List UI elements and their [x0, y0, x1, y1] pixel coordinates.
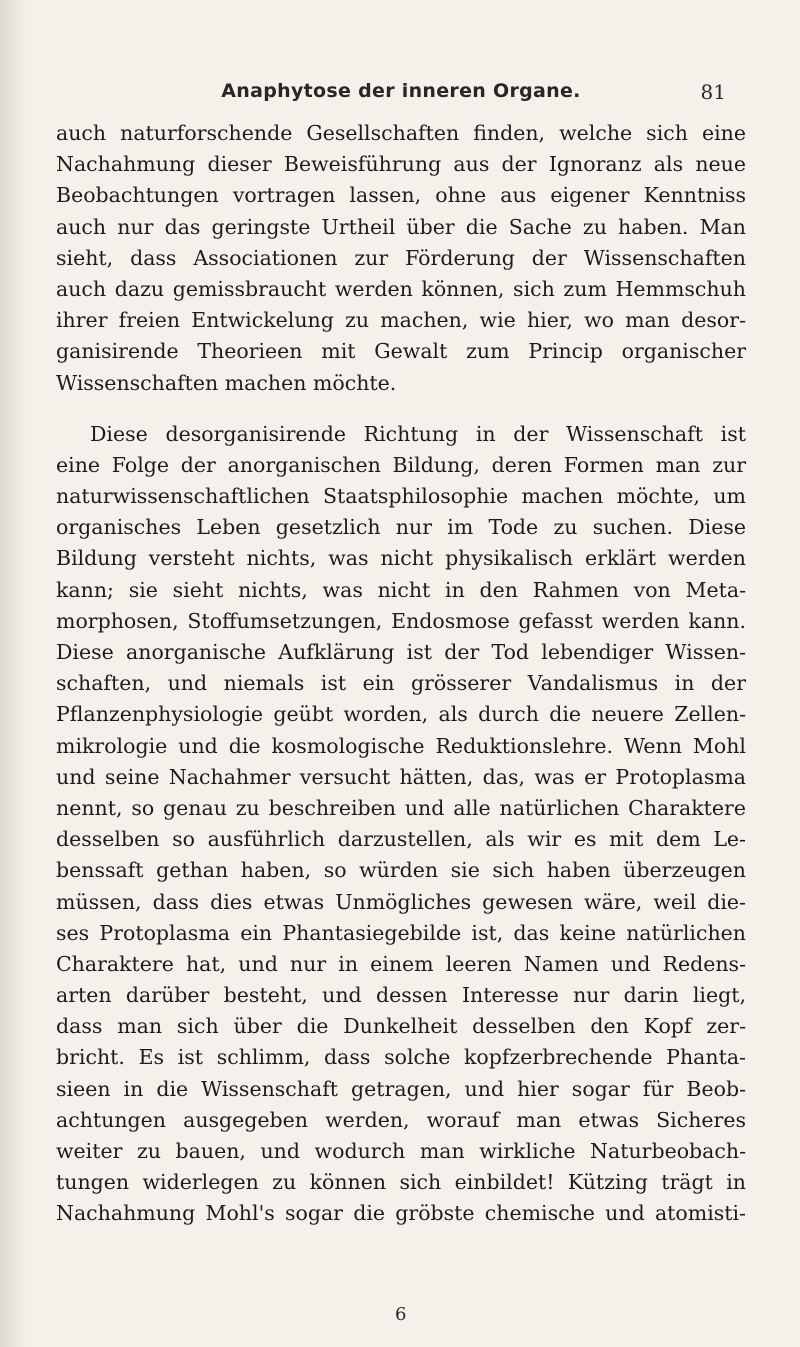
text-line: auch dazu gemissbraucht werden können, sich zum Hemmschuh	[56, 276, 746, 301]
text-line: sieen in die Wissenschaft getragen, und hier sogar für Beob-	[56, 1076, 746, 1101]
text-line: und seine Nachahmer versucht hätten, das, was er Protoplasma	[56, 764, 746, 789]
text-line: morphosen, Stoffumsetzungen, Endosmose gefasst werden kann.	[56, 608, 746, 633]
paragraph-gap	[56, 399, 746, 419]
text-line: Nachahmung dieser Beweisführung aus der Ignoranz als neue	[56, 152, 746, 177]
spine-shadow	[0, 0, 28, 1347]
text-line: auch nur das geringste Urtheil über die Sache zu haben. Man	[56, 214, 746, 239]
text-line: dass man sich über die Dunkelheit desselben den Kopf zer-	[56, 1014, 746, 1039]
text-line: Wissenschaften machen möchte.	[56, 370, 397, 395]
paragraph-2	[56, 419, 746, 1230]
text-line: schaften, und niemals ist ein grösserer Vandalismus in der	[56, 671, 746, 696]
text-line: Bildung versteht nichts, was nicht physikalisch erklärt werden	[56, 546, 746, 571]
text-line: mikrologie und die kosmologische Reduktionslehre. Wenn Mohl	[56, 733, 746, 758]
text-line: Charaktere hat, und nur in einem leeren Namen und Redens-	[56, 951, 746, 976]
page-number: 81	[700, 80, 726, 104]
body-text	[56, 118, 746, 1230]
text-line: ihrer freien Entwickelung zu machen, wie hier, wo man desor-	[56, 308, 746, 333]
text-line: kann; sie sieht nichts, was nicht in den Rahmen von Meta-	[56, 577, 746, 602]
text-line: arten darüber besteht, und dessen Interesse nur darin liegt,	[56, 983, 746, 1008]
text-line: desselben so ausführlich darzustellen, als wir es mit dem Le-	[56, 827, 746, 852]
paragraph-1	[56, 118, 746, 399]
text-line: organisches Leben gesetzlich nur im Tode zu suchen. Diese	[56, 515, 746, 540]
text-line: achtungen ausgegeben werden, worauf man etwas Sicheres	[56, 1107, 746, 1132]
text-line: naturwissenschaftlichen Staatsphilosophie machen möchte, um	[56, 484, 746, 509]
text-line: Nachahmung Mohl's sogar die gröbste chemische und atomisti-	[56, 1201, 746, 1226]
text-line: müssen, dass dies etwas Unmögliches gewesen wäre, weil die-	[56, 889, 746, 914]
text-line: Pflanzenphysiologie geübt worden, als durch die neuere Zellen-	[56, 702, 746, 727]
text-line: eine Folge der anorganischen Bildung, deren Formen man zur	[56, 452, 746, 477]
text-line: sieht, dass Associationen zur Förderung der Wissenschaften	[56, 245, 746, 270]
text-line: benssaft gethan haben, so würden sie sich haben überzeugen	[56, 858, 746, 883]
text-line: auch naturforschende Gesellschaften finden, welche sich eine	[56, 121, 746, 145]
running-head: Anaphytose der inneren Organe.	[221, 80, 581, 102]
text-line: ganisirende Theorieen mit Gewalt zum Princip organischer	[56, 339, 746, 364]
signature-mark: 6	[395, 1304, 407, 1325]
text-line: weiter zu bauen, und wodurch man wirkliche Naturbeobach-	[56, 1139, 746, 1163]
text-line: ses Protoplasma ein Phantasiegebilde ist, das keine natürlichen	[56, 920, 746, 945]
page-header	[56, 80, 746, 108]
text-line: nennt, so genau zu beschreiben und alle natürlichen Charaktere	[56, 795, 746, 820]
text-line: Beobachtungen vortragen lassen, ohne aus eigener Kenntniss	[56, 183, 746, 208]
text-line: tungen widerlegen zu können sich einbildet! Kützing trägt in	[56, 1170, 746, 1195]
text-line: Diese desorganisirende Richtung in der Wissenschaft ist	[90, 421, 746, 446]
text-line: Diese anorganische Aufklärung ist der Tod lebendiger Wissen-	[56, 640, 746, 664]
text-line: bricht. Es ist schlimm, dass solche kopfzerbrechende Phanta-	[56, 1045, 746, 1070]
